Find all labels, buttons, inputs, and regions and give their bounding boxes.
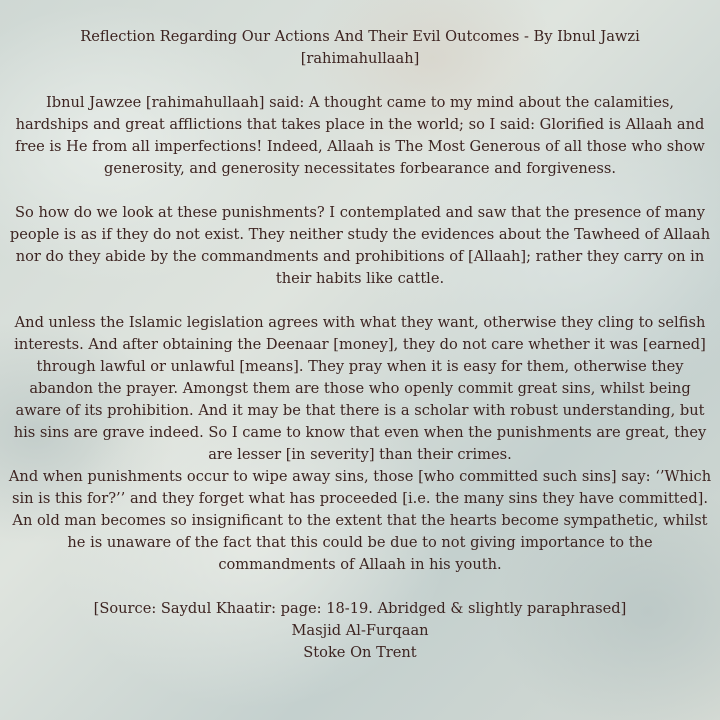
paragraph-1: Ibnul Jawzee [rahimahullaah] said: A thought came to my mind about the calamities, hardships and great afflictions that takes place in the world; so I said: Glorified is Allaah and free is He from all imperfections! Indeed, Allaah is The Most Generous of all those who show generosity, and generosity necessitates forbearance and forgiveness. — [15, 94, 705, 177]
source-citation: [Source: Saydul Khaatir: page: 18-19. Abridged & slightly paraphrased] — [93, 600, 627, 617]
masjid-location: Stoke On Trent — [303, 644, 417, 661]
paragraph-3: And unless the Islamic legislation agrees with what they want, otherwise they cling to selfish interests. And after obtaining the Deenaar [money], they do not care whether it was [earned] through lawful or unlawful [means]. They pray when it is easy for them, otherwise they abandon the prayer. Amongst them are those who openly commit great sins, whilst being aware of its prohibition. And it may be that there is a scholar with robust understanding, but his sins are grave indeed. So I came to know that even when the punishments are great, they are lesser [in severity] than their crimes. — [13, 314, 707, 463]
masjid-name: Masjid Al-Furqaan — [291, 622, 429, 639]
paragraph-2: So how do we look at these punishments? I contemplated and saw that the presence of many people is as if they do not exist. They neither study the evidences about the Tawheed of Allaah nor do they abide by the commandments and prohibitions of [Allaah]; rather they carry on in their habits like cattle. — [9, 204, 711, 287]
title-line-2: [rahimahullaah] — [300, 50, 420, 67]
document-title — [8, 26, 712, 70]
source-block — [8, 598, 712, 664]
paragraph-4: And when punishments occur to wipe away sins, those [who committed such sins] say: ‘’Which sin is this for?’’ and they forget what has proceeded [i.e. the many sins they have committed]. An old man becomes so insignificant to the extent that the hearts become sympathetic, whilst he is unaware of the fact that this could be due to not giving importance to the commandments of Allaah in his youth. — [8, 468, 712, 573]
title-line-1: Reflection Regarding Our Actions And Their Evil Outcomes - By Ibnul Jawzi — [80, 28, 640, 45]
